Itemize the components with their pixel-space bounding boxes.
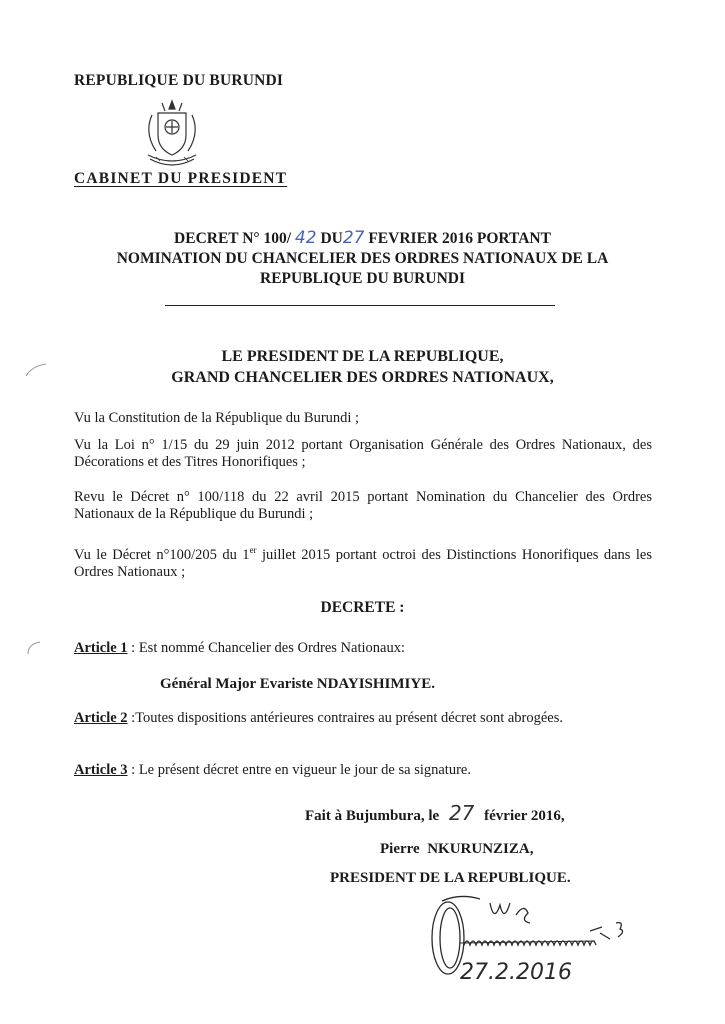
decree-title-line1 xyxy=(60,228,665,249)
signature-month-year: février 2016, xyxy=(484,808,565,824)
stamp-date-text: 27.2.2016 xyxy=(460,960,572,985)
decree-du-label: DU xyxy=(320,230,343,247)
signatory-name: Pierre NKURUNZIZA, xyxy=(380,841,534,857)
decree-number-prefix: DECRET N° 100/ xyxy=(174,230,292,247)
president-heading xyxy=(60,346,665,388)
handwritten-initials-stamp xyxy=(420,893,630,993)
decree-number-handwritten: 42 xyxy=(294,228,317,248)
article-2 xyxy=(74,710,652,727)
republic-header: REPUBLIQUE DU BURUNDI xyxy=(74,72,284,89)
decrete-heading: DECRETE : xyxy=(320,599,405,616)
title-divider xyxy=(165,305,555,306)
article-3-label: Article 3 xyxy=(74,762,128,778)
visa-loi: Vu la Loi n° 1/15 du 29 juin 2012 portant Organisation Générale des Ordres Nationaux, des Décorations et des Titres Honorifiques ; xyxy=(74,437,652,470)
decree-title-rest: FEVRIER 2016 PORTANT xyxy=(368,230,551,247)
signature-day-handwritten: 27 xyxy=(448,801,475,825)
article-3 xyxy=(74,762,652,779)
article-1-text: Est nommé Chancelier des Ordres Nationaux: xyxy=(138,640,405,656)
article-1-label: Article 1 xyxy=(74,640,128,656)
article-2-sep: : xyxy=(127,710,136,726)
article-2-label: Article 2 xyxy=(74,710,128,726)
decree-title-line2: NOMINATION DU CHANCELIER DES ORDRES NATIONAUX DE LA xyxy=(116,250,609,267)
signatory-title: PRESIDENT DE LA REPUBLIQUE. xyxy=(330,870,571,886)
visa-decret-205 xyxy=(74,542,652,581)
president-heading-line1: LE PRESIDENT DE LA REPUBLIQUE, xyxy=(221,348,504,365)
visa-constitution: Vu la Constitution de la République du Burundi ; xyxy=(74,410,360,426)
president-heading-line2: GRAND CHANCELIER DES ORDRES NATIONAUX, xyxy=(171,369,554,386)
decree-title-line3: REPUBLIQUE DU BURUNDI xyxy=(260,270,465,287)
article-1 xyxy=(74,640,652,657)
article-2-text: Toutes dispositions antérieures contraires au présent décret sont abrogées. xyxy=(135,710,564,726)
article-3-text: Le présent décret entre en vigueur le jour de sa signature. xyxy=(138,762,471,778)
appointee-name: Général Major Evariste NDAYISHIMIYE. xyxy=(160,676,435,692)
decree-title xyxy=(60,228,665,289)
signature-place: Fait à Bujumbura, le xyxy=(305,808,440,824)
signature-place-date xyxy=(305,801,565,825)
cabinet-header: CABINET DU PRESIDENT xyxy=(74,170,288,187)
decree-day-handwritten: 27 xyxy=(342,228,365,248)
visa-decret-205-text: Vu le Décret n°100/205 du 1 xyxy=(74,546,250,563)
visa-decret-205-sup: er xyxy=(249,545,257,555)
margin-pencil-mark xyxy=(22,638,50,658)
margin-pencil-mark xyxy=(22,360,50,380)
article-3-sep: : xyxy=(127,762,139,778)
article-1-sep: : xyxy=(127,640,139,656)
visa-decret-118: Revu le Décret n° 100/118 du 22 avril 2015 portant Nomination du Chancelier des Ordres Nationaux de la République du Burundi ; xyxy=(74,489,652,522)
coat-of-arms-emblem xyxy=(138,97,206,171)
visa-decret-205-text-cont: juillet 2015 portant octroi des Distinctions Honorifiques dans les Ordres Nationaux ; xyxy=(74,546,652,580)
